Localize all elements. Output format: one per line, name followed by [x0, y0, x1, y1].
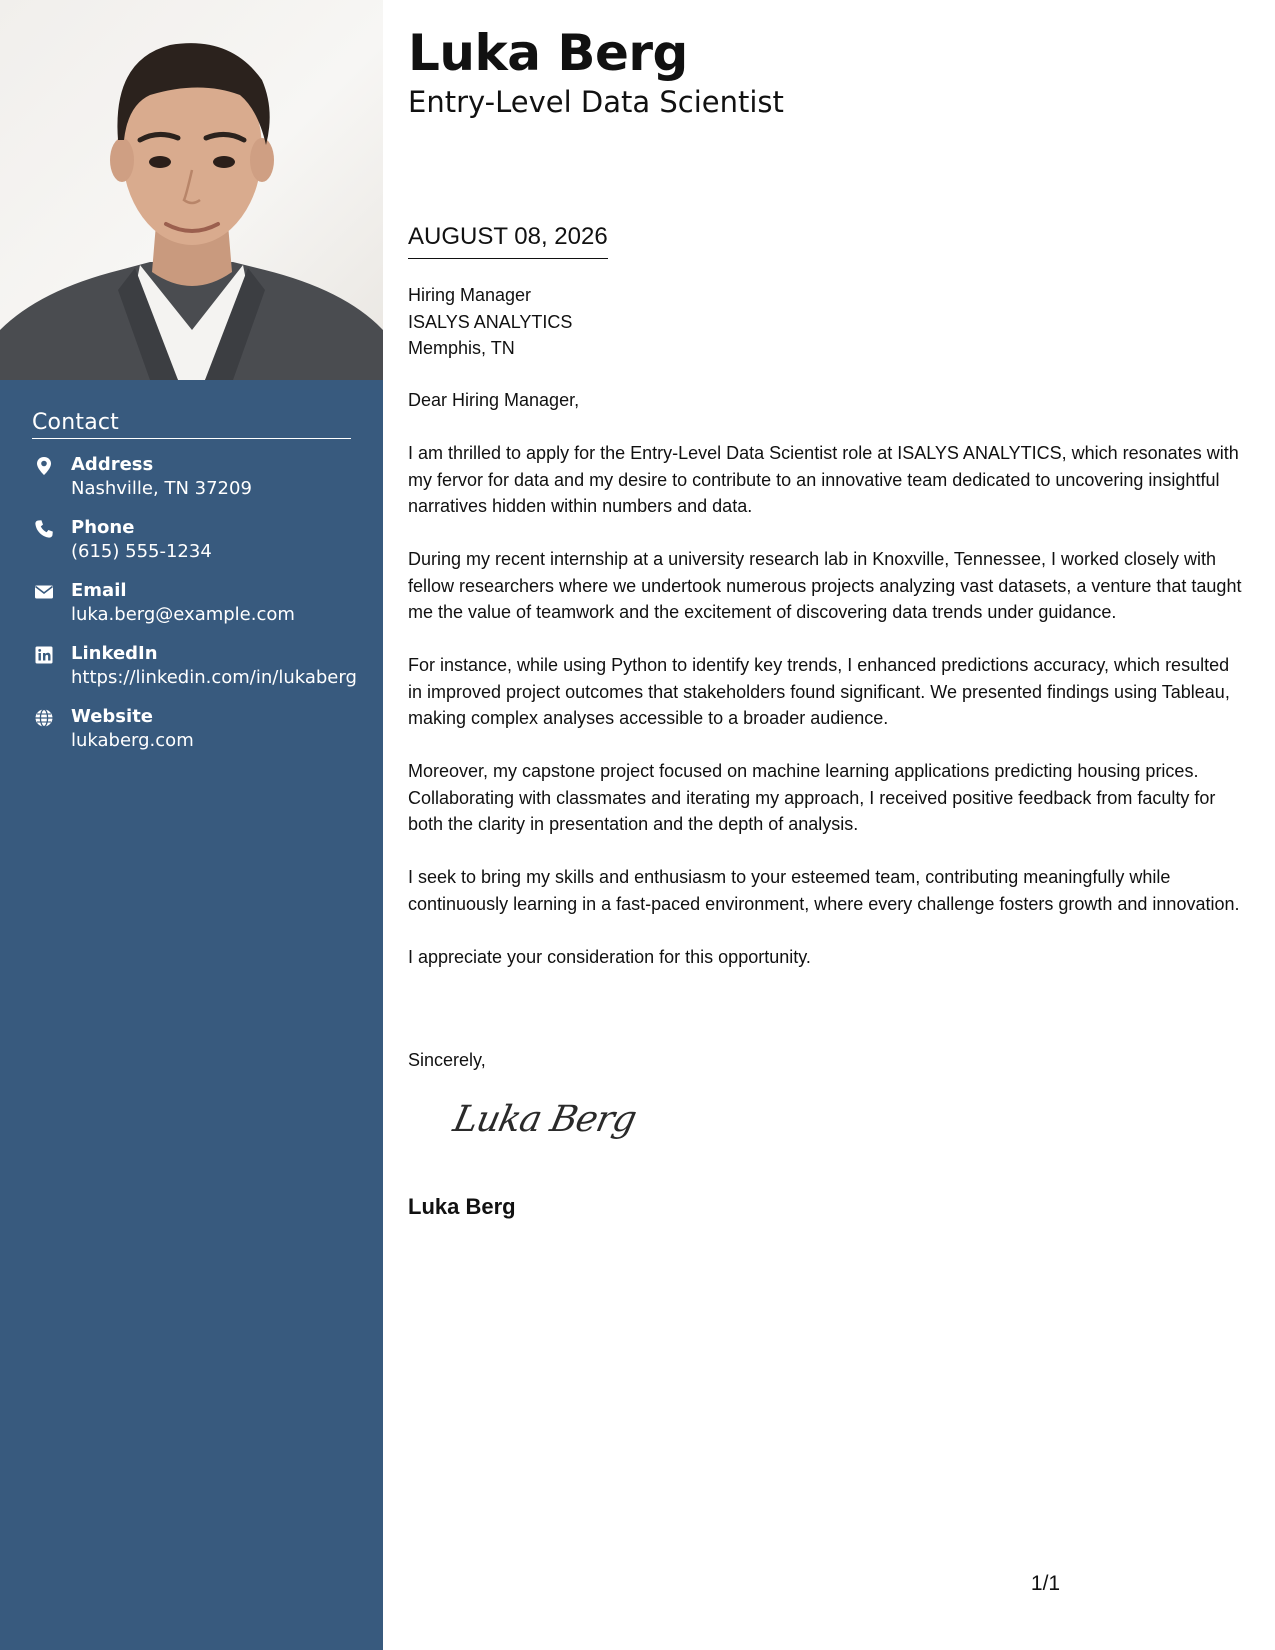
contact-label-email: Email [71, 580, 127, 601]
contact-label-phone: Phone [71, 517, 135, 538]
contact-item-phone [32, 516, 351, 579]
recipient-title: Hiring Manager [408, 285, 532, 305]
job-title: Entry-Level Data Scientist [408, 85, 784, 119]
email-link[interactable]: luka.berg@example.com [71, 604, 295, 625]
envelope-icon [34, 582, 54, 602]
contact-label-linkedin: LinkedIn [71, 643, 158, 664]
profile-photo [0, 0, 383, 380]
closing: Sincerely, [408, 1050, 486, 1070]
globe-icon [34, 708, 54, 728]
portrait-photo-icon [0, 0, 383, 380]
website-link[interactable]: lukaberg.com [71, 730, 194, 751]
contact-section [32, 410, 357, 768]
signed-name: Luka Berg [408, 1194, 516, 1219]
contact-label-website: Website [71, 706, 154, 727]
map-pin-icon [34, 456, 54, 476]
handwritten-signature: Luka Berg [449, 1099, 640, 1140]
paragraph: For instance, while using Python to identify key trends, I enhanced predictions accuracy, which resulted in improved project outcomes that stakeholders found significant. We presented findings using Tableau, making complex analyses accessible to a broader audience. [408, 655, 1230, 728]
letter-body [408, 387, 1248, 997]
linkedin-link[interactable]: https://linkedin.com/in/lukaberg [71, 667, 357, 688]
contact-label-address: Address [71, 454, 154, 475]
sidebar [0, 0, 383, 1650]
paragraph: During my recent internship at a university research lab in Knoxville, Tennessee, I worked closely with fellow researchers where we undertook numerous projects analyzing vast datasets, a venture that taught me the value of teamwork and the excitement of discovering data trends under guidance. [408, 549, 1242, 622]
phone-icon [34, 519, 54, 539]
recipient-location: Memphis, TN [408, 338, 515, 358]
contact-heading: Contact [32, 410, 351, 439]
salutation: Dear Hiring Manager, [408, 390, 580, 410]
linkedin-icon [34, 645, 54, 665]
contact-item-address [32, 453, 351, 516]
contact-value-phone: (615) 555-1234 [71, 541, 212, 562]
contact-item-website [32, 705, 351, 768]
paragraph: Moreover, my capstone project focused on machine learning applications predicting housing prices. Collaborating with classmates and iterating my approach, I received positive feedback from faculty for both the clarity in presentation and the depth of analysis. [408, 761, 1216, 834]
contact-item-email [32, 579, 351, 642]
recipient-company: ISALYS ANALYTICS [408, 311, 573, 332]
paragraph: I am thrilled to apply for the Entry-Level Data Scientist role at ISALYS ANALYTICS, which resonates with my fervor for data and my desire to contribute to an innovative team dedicated to uncovering insightful narratives hidden within numbers and data. [408, 443, 1239, 516]
letter-date: AUGUST 08, 2026 [408, 222, 608, 259]
contact-value-address: Nashville, TN 37209 [71, 478, 252, 499]
contact-item-linkedin [32, 642, 357, 705]
paragraph: I appreciate your consideration for this opportunity. [408, 946, 811, 967]
page-number: 1/1 [1030, 1572, 1061, 1595]
applicant-name: Luka Berg [408, 24, 688, 82]
paragraph: I seek to bring my skills and enthusiasm to your esteemed team, contributing meaningfully while continuously learning in a fast-paced environment, where every challenge fosters growth and innovation. [408, 867, 1240, 914]
recipient-block [408, 282, 572, 362]
